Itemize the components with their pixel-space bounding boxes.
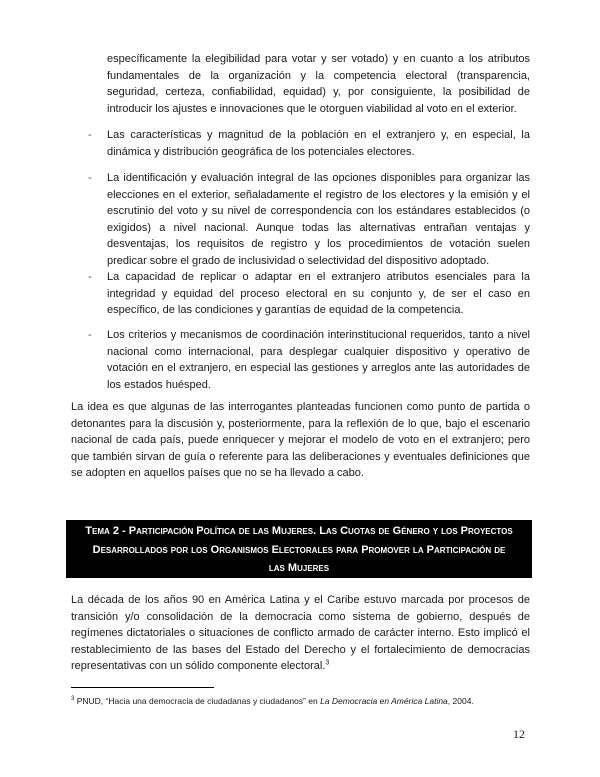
- list-item: La identificación y evaluación integral de las opciones disponibles para organizar las elecciones en el exterior, señaladamente el registro de los electores y la emisión y el escrutinio del voto y su nivel de correspondencia con los estándares establecidos (o exigidos) a nivel nacional. Aunque todas las alternativas entrañan ventajas y desventajas, los requisitos de registro y los procedimientos de votación suelen predicar sobre el grado de inclusividad o selectividad del dispositivo adoptado.: [107, 172, 530, 267]
- section-heading-banner: [66, 520, 532, 578]
- closing-paragraph: La idea es que algunas de las interrogantes planteadas funcionen como punto de partida o detonantes para la discusión y, posteriormente, para la reflexión de lo que, bajo el escenario nacional de cada país, puede enriquecer y mejorar el modelo de voto en el extranjero; pero que también sirvan de guía o referente para las deliberaciones y eventuales definiciones que se adopten en aquellos países que no se ha llevado a cabo.: [71, 401, 530, 479]
- list-marker: -: [88, 172, 92, 184]
- footnote-title: La Democracia en América Latina: [320, 695, 448, 706]
- list-marker: -: [88, 271, 92, 283]
- body-paragraph-text: La década de los años 90 en América Latina y el Caribe estuvo marcada por procesos de transición y/o consolidación de la democracia como sistema de gobierno, después de regímenes dictatoriales o situaciones de conflicto armado de carácter interno. Esto implicó el restablecimiento de las bases del Estado del Derecho y el fortalecimiento de democracias representativas con un sólido componente electoral.: [71, 594, 530, 672]
- footnote-year: , 2004.: [447, 695, 474, 706]
- footnote-separator: [71, 687, 214, 688]
- list-item: La capacidad de replicar o adaptar en el extranjero atributos esenciales para la integridad y equidad del proceso electoral en su conjunto y, de ser el caso en específico, de las condiciones y garantías de equidad de la competencia.: [107, 271, 530, 316]
- list-item: Los criterios y mecanismos de coordinación interinstitucional requeridos, tanto a nivel nacional como internacional, para desplegar cualquier dispositivo y operativo de votación en el extranjero, en especial las gestiones y arreglos ante las autoridades de los estados huésped.: [107, 329, 530, 391]
- footnote-number: 3: [71, 696, 75, 702]
- continuation-paragraph: específicamente la elegibilidad para votar y ser votado) y en cuanto a los atributos fundamentales de la organización y la competencia electoral (transparencia, seguridad, certeza, confiabilidad, equidad) y, por consiguiente, la posibilidad de introducir los ajustes e innovaciones que le otorguen viabilidad al voto en el exterior.: [107, 53, 530, 115]
- list-marker: -: [88, 329, 92, 341]
- section-heading-line: las Mujeres: [268, 562, 330, 574]
- footnote: [71, 693, 531, 707]
- section-heading-line: Desarrollados por los Organismos Electorales para Promover la Participación de: [92, 543, 506, 556]
- section-heading-line: Tema 2 - Participación Política de las Mujeres. Las Cuotas de Género y los Proyectos: [85, 525, 513, 537]
- list-item: Las características y magnitud de la población en el extranjero y, en especial, la dinámica y distribución geográfica de los potenciales electores.: [107, 129, 530, 158]
- page-number: 12: [513, 727, 525, 741]
- body-paragraph: [71, 592, 530, 675]
- list-marker: -: [88, 129, 92, 141]
- footnote-reference: 3: [325, 659, 330, 667]
- footnote-text: PNUD, “Hacia una democracia de ciudadanas y ciudadanos” en: [76, 695, 321, 706]
